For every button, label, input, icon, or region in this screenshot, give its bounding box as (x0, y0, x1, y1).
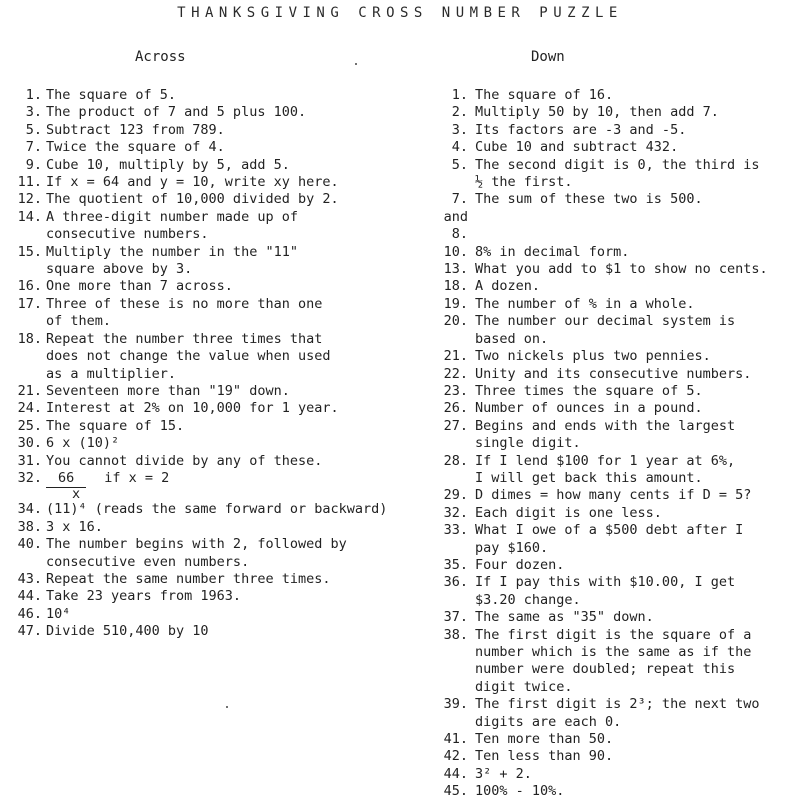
clue-text (475, 261, 800, 278)
clue-number: 12. (17, 191, 42, 208)
clue-text (475, 505, 800, 522)
across-heading: Across (135, 49, 186, 65)
clue-text (46, 122, 424, 139)
clue-number: 36. (443, 574, 468, 591)
down-clue (433, 139, 800, 156)
clue-line: If I lend $100 for 1 year at 6%, (475, 452, 736, 469)
clue-line: Two nickels plus two pennies. (475, 348, 711, 365)
down-clue (433, 261, 800, 278)
clue-text (46, 470, 424, 501)
clue-line: Divide 510,400 by 10 (46, 623, 209, 640)
clue-line: One more than 7 across. (46, 278, 233, 295)
across-clue (4, 278, 424, 295)
clue-number: 32. (17, 469, 42, 486)
down-clue (433, 627, 800, 697)
fraction-numerator: 66 (46, 470, 86, 488)
clue-text (46, 296, 424, 331)
clue-text (46, 331, 424, 383)
clue-line: consecutive numbers. (46, 226, 209, 243)
across-clue (4, 383, 424, 400)
clue-number: 21. (443, 348, 468, 365)
down-clue (433, 383, 800, 400)
across-clue (4, 418, 424, 435)
clue-line: The first digit is 2³; the next two (475, 696, 760, 713)
clue-line: The number of % in a whole. (475, 295, 695, 312)
clue-text (475, 348, 800, 365)
clue-number: 42. (443, 748, 468, 765)
clue-line: What I owe of a $500 debt after I (475, 522, 744, 539)
clue-line: Three of these is no more than one (46, 295, 323, 312)
clue-text (475, 522, 800, 557)
clue-text (475, 783, 800, 800)
clue-line: Repeat the same number three times. (46, 570, 331, 587)
clue-line: If I pay this with $10.00, I get (475, 574, 736, 591)
across-clue (4, 435, 424, 452)
clue-text (475, 400, 800, 417)
down-clue (433, 191, 800, 243)
clue-number: 33. (443, 522, 468, 539)
clue-line: of them. (46, 313, 112, 330)
clue-line: Begins and ends with the largest (475, 417, 736, 434)
clue-line: D dimes = how many cents if D = 5? (475, 487, 752, 504)
clue-text (46, 157, 424, 174)
clue-text (46, 191, 424, 208)
down-clue (433, 104, 800, 121)
across-clue (4, 104, 424, 121)
clue-text (46, 278, 424, 295)
clue-number: 44. (17, 588, 42, 605)
clue-number: 17. (17, 295, 42, 312)
clue-number: 44. (443, 765, 468, 782)
clue-text (46, 104, 424, 121)
clue-number: 18. (443, 278, 468, 295)
clue-line: The number our decimal system is (475, 313, 736, 330)
clue-line: ½ the first. (475, 174, 573, 191)
speck-mark (226, 706, 228, 708)
clue-text (475, 87, 800, 104)
clue-line: If x = 64 and y = 10, write xy here. (46, 174, 339, 191)
clue-number: 3. (25, 104, 42, 121)
clue-number: 14. (17, 208, 42, 225)
clue-text (475, 244, 800, 261)
clue-line: The same as "35" down. (475, 609, 654, 626)
clue-number: 18. (17, 330, 42, 347)
clue-text (475, 766, 800, 783)
clue-line: Three times the square of 5. (475, 382, 703, 399)
clue-text (475, 627, 800, 697)
clue-number: 27. (443, 417, 468, 434)
clue-line: Repeat the number three times that (46, 330, 323, 347)
clue-text (46, 400, 424, 417)
clue-number: 7. (25, 139, 42, 156)
down-clue (433, 453, 800, 488)
clue-number: 13. (443, 261, 468, 278)
clue-number: 31. (17, 452, 42, 469)
down-clue (433, 87, 800, 104)
clue-line: Interest at 2% on 10,000 for 1 year. (46, 400, 339, 417)
clue-text (46, 606, 424, 623)
clue-line: pay $160. (475, 539, 549, 556)
clue-line: (11)⁴ (reads the same forward or backward) (46, 501, 388, 518)
clue-number: 9. (25, 156, 42, 173)
clue-line: Multiply 50 by 10, then add 7. (475, 104, 719, 121)
clue-line: You cannot divide by any of these. (46, 452, 323, 469)
clue-text (46, 435, 424, 452)
down-clue (433, 487, 800, 504)
clue-line: The square of 5. (46, 87, 177, 103)
clue-text (46, 501, 424, 518)
clue-number: 11. (17, 174, 42, 191)
down-clue (433, 696, 800, 731)
clue-line: Unity and its consecutive numbers. (475, 365, 752, 382)
across-clue (4, 588, 424, 605)
down-clue (433, 278, 800, 295)
clue-line: digits are each 0. (475, 713, 622, 730)
across-clue (4, 174, 424, 191)
down-clue (433, 296, 800, 313)
across-clue (4, 623, 424, 640)
clue-line: The product of 7 and 5 plus 100. (46, 104, 307, 121)
clue-line: Cube 10, multiply by 5, add 5. (46, 156, 290, 173)
down-clue (433, 731, 800, 748)
clue-text (475, 557, 800, 574)
clue-number: 41. (443, 731, 468, 748)
across-clue (4, 606, 424, 623)
across-clue (4, 209, 424, 244)
clue-line: Ten less than 90. (475, 748, 614, 765)
down-clue (433, 313, 800, 348)
clue-text (46, 519, 424, 536)
down-clue (433, 766, 800, 783)
clue-line: The quotient of 10,000 divided by 2. (46, 191, 339, 208)
clue-number: 47. (17, 623, 42, 640)
clue-line: 3 x 16. (46, 518, 103, 535)
clue-text (475, 453, 800, 488)
speck-mark (355, 63, 357, 65)
clue-number: 38. (443, 626, 468, 643)
across-clue-list (4, 87, 424, 641)
across-clue (4, 157, 424, 174)
clue-line: Each digit is one less. (475, 504, 662, 521)
clue-line: $3.20 change. (475, 591, 581, 608)
clue-number: 35. (443, 556, 468, 573)
clue-number: 34. (17, 501, 42, 518)
down-clue (433, 157, 800, 192)
clue-line: number which is the same as if the (475, 644, 752, 660)
down-clue (433, 418, 800, 453)
clue-text (475, 191, 800, 243)
down-clue (433, 122, 800, 139)
down-clue (433, 557, 800, 574)
clue-number: 19. (443, 295, 468, 312)
clue-number: 29. (443, 487, 468, 504)
clue-line: A three-digit number made up of (46, 208, 298, 225)
clue-number: 28. (443, 452, 468, 469)
clue-text (475, 383, 800, 400)
clue-number: 30. (17, 435, 42, 452)
down-clue (433, 522, 800, 557)
clue-number: 5. (25, 121, 42, 138)
clue-text (475, 696, 800, 731)
clue-line: Number of ounces in a pound. (475, 400, 703, 417)
clue-line: The sum of these two is 500. (475, 191, 703, 208)
clue-text (475, 574, 800, 609)
clue-text (475, 104, 800, 121)
clue-line: based on. (475, 330, 549, 347)
clue-line: Subtract 123 from 789. (46, 121, 225, 138)
clue-line: Multiply the number in the "11" (46, 243, 298, 260)
clue-line: Ten more than 50. (475, 731, 614, 748)
clue-number: 20. (443, 313, 468, 330)
across-clue (4, 139, 424, 156)
clue-text (475, 122, 800, 139)
clue-line: Seventeen more than "19" down. (46, 382, 290, 399)
across-clue (4, 296, 424, 331)
down-clue (433, 748, 800, 765)
clue-line: The second digit is 0, the third is (475, 156, 760, 173)
clue-line: A dozen. (475, 278, 541, 295)
page-title: THANKSGIVING CROSS NUMBER PUZZLE (177, 5, 623, 21)
clue-text (46, 139, 424, 156)
across-clue (4, 501, 424, 518)
clue-text (475, 139, 800, 156)
clue-text (46, 244, 424, 279)
across-clue (4, 453, 424, 470)
fraction-denominator: x (72, 486, 81, 503)
clue-number: 1. (25, 87, 42, 103)
clue-line: Four dozen. (475, 556, 565, 573)
clue-number: 26. (443, 400, 468, 417)
clue-text (475, 296, 800, 313)
across-clue (4, 571, 424, 588)
across-clue (4, 331, 424, 383)
clue-number: 4. (451, 139, 468, 156)
down-clue (433, 400, 800, 417)
clue-number: 16. (17, 278, 42, 295)
clue-text (475, 157, 800, 192)
clue-text (46, 536, 424, 571)
clue-number: 5. (451, 156, 468, 173)
clue-text (46, 418, 424, 435)
clue-line: Take 23 years from 1963. (46, 588, 242, 605)
clue-number: 37. (443, 609, 468, 626)
clue-text (46, 588, 424, 605)
clue-line: consecutive even numbers. (46, 553, 250, 570)
clue-number: 2. (451, 104, 468, 121)
clue-line: The square of 16. (475, 87, 614, 103)
clue-text (475, 366, 800, 383)
clue-line: The square of 15. (46, 417, 185, 434)
across-clue (4, 536, 424, 571)
clue-line: number were doubled; repeat this (475, 661, 736, 678)
clue-number: 1. (451, 87, 468, 103)
fraction-condition: if x = 2 (104, 469, 170, 486)
clue-number: 46. (17, 605, 42, 622)
clue-number: 10. (443, 243, 468, 260)
clue-number: 15. (17, 243, 42, 260)
clue-text (46, 453, 424, 470)
clue-line: square above by 3. (46, 261, 193, 278)
down-heading: Down (531, 49, 565, 65)
clue-line: Its factors are -3 and -5. (475, 121, 687, 138)
clue-number: 21. (17, 382, 42, 399)
down-clue (433, 609, 800, 626)
clue-number: 43. (17, 570, 42, 587)
down-clue (433, 574, 800, 609)
clue-line: Cube 10 and subtract 432. (475, 139, 679, 156)
clue-number: 3. (451, 121, 468, 138)
clue-number: 7. and 8. (443, 191, 468, 243)
clue-line: The first digit is the square of a (475, 626, 752, 643)
clue-text (46, 623, 424, 640)
down-clue (433, 366, 800, 383)
clue-number: 25. (17, 417, 42, 434)
clue-text (46, 87, 424, 104)
clue-text (475, 748, 800, 765)
clue-text (475, 609, 800, 626)
clue-line: Twice the square of 4. (46, 139, 225, 156)
clue-number: 38. (17, 518, 42, 535)
across-clue (4, 519, 424, 536)
across-clue (4, 470, 424, 501)
clue-line: 3² + 2. (475, 765, 532, 782)
clue-text (475, 418, 800, 453)
clue-number: 23. (443, 382, 468, 399)
clue-text (475, 313, 800, 348)
clue-line: 6 x (10)² (46, 435, 120, 452)
across-clue (4, 191, 424, 208)
across-clue (4, 244, 424, 279)
clue-number: 32. (443, 504, 468, 521)
clue-text (46, 209, 424, 244)
across-clue (4, 400, 424, 417)
down-clue (433, 783, 800, 800)
clue-number: 22. (443, 365, 468, 382)
clue-line: The number begins with 2, followed by (46, 536, 347, 553)
clue-text (46, 383, 424, 400)
clue-text (46, 571, 424, 588)
clue-line: I will get back this amount. (475, 469, 703, 486)
clue-number: 24. (17, 400, 42, 417)
clue-text (475, 487, 800, 504)
clue-number: 45. (443, 783, 468, 800)
clue-number: 39. (443, 696, 468, 713)
clue-line: What you add to $1 to show no cents. (475, 261, 768, 278)
down-clue (433, 348, 800, 365)
clue-text (46, 174, 424, 191)
across-clue (4, 122, 424, 139)
clue-text (475, 731, 800, 748)
clue-line: does not change the value when used (46, 348, 331, 365)
down-clue (433, 505, 800, 522)
clue-line: single digit. (475, 435, 581, 452)
clue-line: as a multiplier. (46, 365, 177, 382)
across-clue (4, 87, 424, 104)
clue-line: 100% - 10%. (475, 783, 565, 800)
clue-line: digit twice. (475, 678, 573, 695)
down-clue (433, 244, 800, 261)
down-clue-list (433, 87, 800, 801)
clue-number: 40. (17, 536, 42, 553)
clue-line: 8% in decimal form. (475, 243, 630, 260)
clue-line: 10⁴ (46, 605, 71, 622)
clue-text (475, 278, 800, 295)
